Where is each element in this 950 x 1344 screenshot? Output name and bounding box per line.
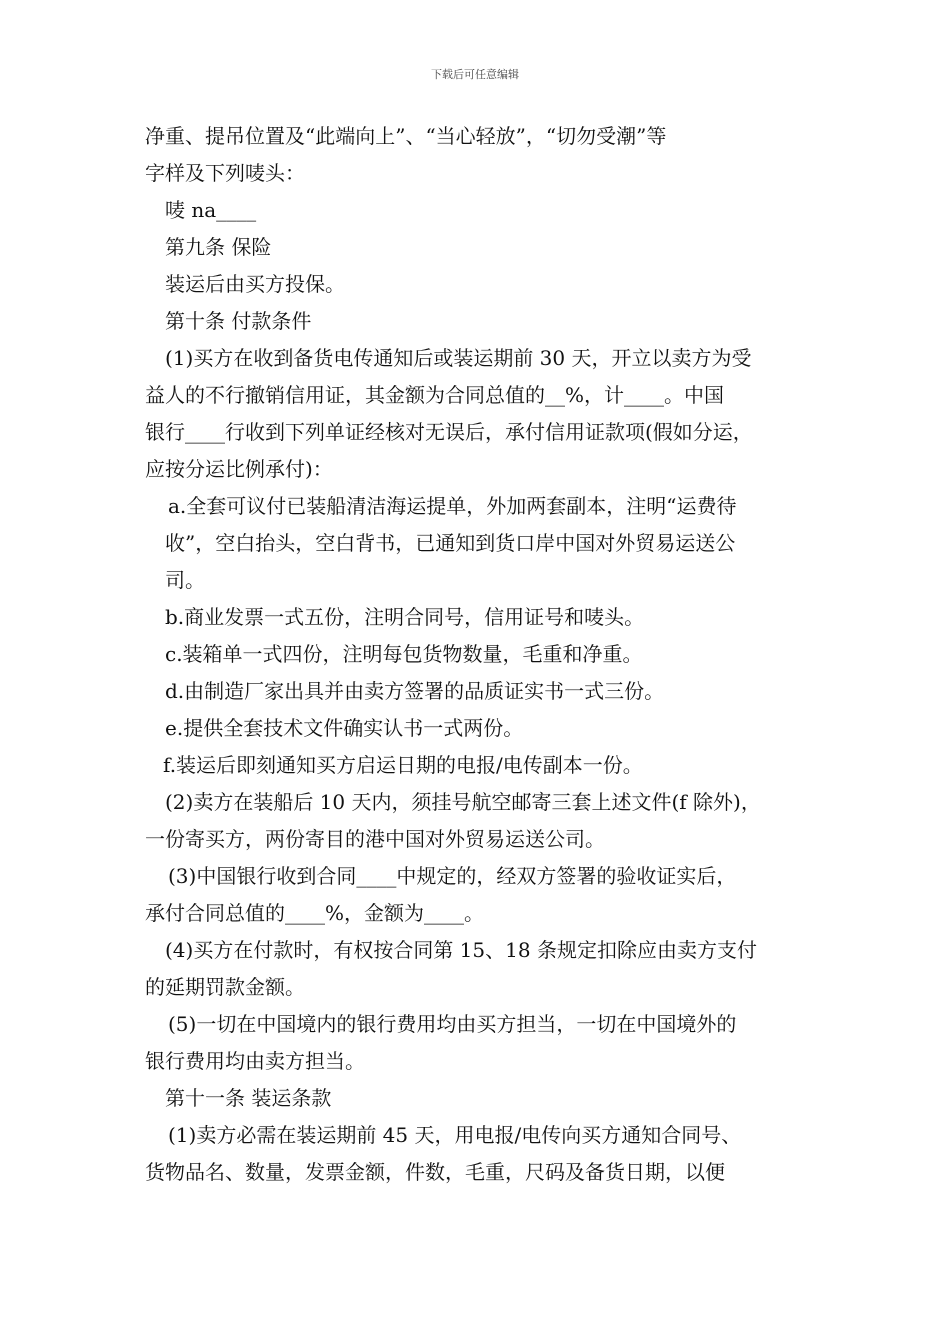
- text-line: 净重、提吊位置及“此端向上”、“当心轻放”，“切勿受潮”等: [145, 124, 667, 148]
- section-heading: 第九条 保险: [165, 235, 272, 259]
- text-line: 银行费用均由卖方担当。: [145, 1049, 365, 1073]
- text-line: 字样及下列唛头：: [145, 161, 305, 185]
- text-line: 装运后由买方投保。: [165, 272, 345, 296]
- text-line: 唛 na____: [165, 198, 257, 222]
- text-line: a.全套可议付已装船清洁海运提单，外加两套副本，注明“运费待: [168, 494, 737, 518]
- text-line: (1)卖方必需在装运期前 45 天，用电报/电传向买方通知合同号、: [168, 1123, 742, 1147]
- text-line: 益人的不行撤销信用证，其金额为合同总值的__%，计____。中国: [145, 383, 725, 407]
- page-header: 下载后可任意编辑: [431, 68, 519, 81]
- text-line: 银行____行收到下列单证经核对无误后，承付信用证款项(假如分运，: [145, 420, 753, 444]
- text-line: 承付合同总值的____%，金额为____。: [145, 901, 485, 925]
- text-line: (3)中国银行收到合同____中规定的，经双方签署的验收证实后，: [168, 864, 737, 888]
- text-line: (1)买方在收到备货电传通知后或装运期前 30 天，开立以卖方为受: [165, 346, 752, 370]
- text-line: d.由制造厂家出具并由卖方签署的品质证实书一式三份。: [165, 679, 665, 703]
- text-line: b.商业发票一式五份，注明合同号，信用证号和唛头。: [165, 605, 645, 629]
- text-line: (5)一切在中国境内的银行费用均由买方担当，一切在中国境外的: [168, 1012, 737, 1036]
- text-line: 一份寄买方，两份寄目的港中国对外贸易运送公司。: [145, 827, 605, 851]
- text-line: (2)卖方在装船后 10 天内，须挂号航空邮寄三套上述文件(f 除外)，: [165, 790, 761, 814]
- text-line: e.提供全套技术文件确实认书一式两份。: [165, 716, 524, 740]
- text-line: c.装箱单一式四份，注明每包货物数量，毛重和净重。: [165, 642, 643, 666]
- text-line: 货物品名、数量，发票金额，件数，毛重，尺码及备货日期，以便: [145, 1160, 725, 1184]
- document-body: [145, 118, 813, 1191]
- text-line: 司。: [165, 568, 205, 592]
- text-line: 收”，空白抬头，空白背书，已通知到货口岸中国对外贸易运送公: [165, 531, 736, 555]
- section-heading: 第十条 付款条件: [165, 309, 312, 333]
- text-line: (4)买方在付款时，有权按合同第 15、18 条规定扣除应由卖方支付: [165, 938, 757, 962]
- text-line: f.装运后即刻通知买方启运日期的电报/电传副本一份。: [163, 753, 643, 777]
- section-heading: 第十一条 装运条款: [165, 1086, 332, 1110]
- text-line: 应按分运比例承付)：: [145, 457, 333, 481]
- text-line: 的延期罚款金额。: [145, 975, 305, 999]
